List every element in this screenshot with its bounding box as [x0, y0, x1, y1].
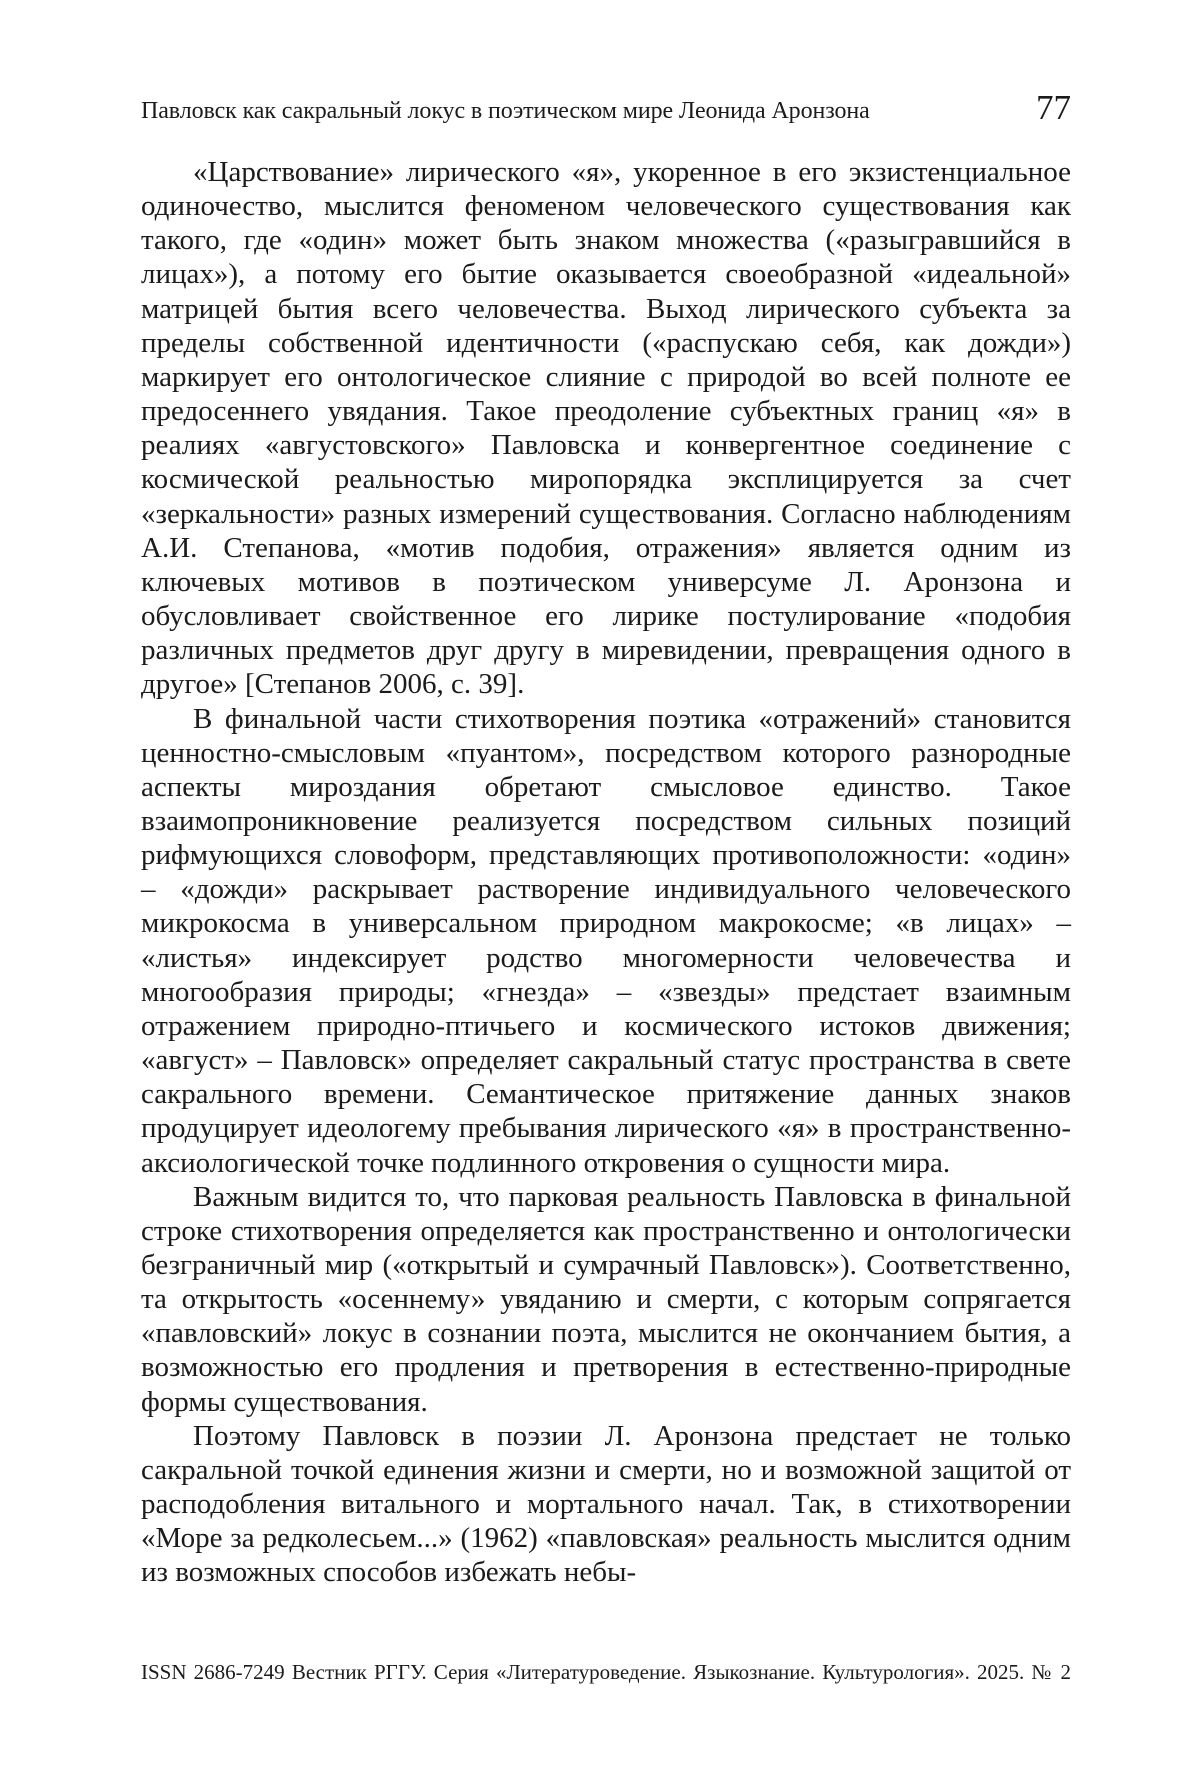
page-number: 77: [1036, 88, 1071, 127]
journal-footer: [141, 1660, 1071, 1685]
footer-journal: Вестник РГГУ. Серия «Литературоведение. Языкознание. Культурология». 2025. № 2: [291, 1660, 1072, 1684]
footer-issn: ISSN 2686-7249: [141, 1660, 285, 1684]
paragraph-4: Поэтому Павловск в поэзии Л. Аронзона предстает не только сакральной точкой единения жизни и смерти, но и возможной защитой от расподобления витального и мортального начал. Так, в стихотворении «Море за редколесьем...» (1962) «павловская» реальность мыслится одним из возможных способов избежать небы-: [141, 1419, 1071, 1589]
paragraph-3: Важным видится то, что парковая реальность Павловска в финальной строке стихотворения определяется как пространственно и онтологически безграничный мир («открытый и сумрачный Павловск»). Соответственно, та открытость «осеннему» увяданию и смерти, с которым сопрягается «павловский» локус в сознании поэта, мыслится не окончанием бытия, а возможностью его продления и претворения в естественно-природные формы существования.: [141, 1180, 1071, 1418]
running-title: Павловск как сакральный локус в поэтическом мире Леонида Аронзона: [141, 98, 870, 124]
paragraph-2: В финальной части стихотворения поэтика «отражений» становится ценностно-смысловым «пуантом», посредством которого разнородные аспекты мироздания обретают смысловое единство. Такое взаимопроникновение реализуется посредством сильных позиций рифмующихся словоформ, представляющих противоположности: «один» – «дожди» раскрывает растворение индивидуального человеческого микрокосма в универсальном природном макрокосме; «в лицах» – «листья» индексирует родство многомерности человечества и многообразия природы; «гнезда» – «звезды» предстает взаимным отражением природно-птичьего и космического истоков движения; «август» – Павловск» определяет сакральный статус пространства в свете сакрального времени. Семантическое притяжение данных знаков продуцирует идеологему пребывания лирического «я» в пространственно-аксиологической точке подлинного откровения о сущности мира.: [141, 702, 1071, 1179]
paragraph-1: «Царствование» лирического «я», укоренное в его экзистенциальное одиночество, мыслится феноменом человеческого существования как такого, где «один» может быть знаком множества («разыгравшийся в лицах»), а потому его бытие оказывается своеобразной «идеальной» матрицей бытия всего человечества. Выход лирического субъекта за пределы собственной идентичности («распускаю себя, как дожди») маркирует его онтологическое слияние с природой во всей полноте ее предосеннего увядания. Такое преодоление субъектных границ «я» в реалиях «августовского» Павловска и конвергентное соединение с космической реальностью миропорядка эксплицируется за счет «зеркальности» разных измерений существования. Согласно наблюдениям А.И. Степанова, «мотив подобия, отражения» является одним из ключевых мотивов в поэтическом универсуме Л. Аронзона и обусловливает свойственное его лирике постулирование «подобия различных предметов друг другу в миревидении, превращения одного в другое» [Степанов 2006, с. 39].: [141, 156, 1071, 701]
article-body: [141, 155, 1071, 1590]
running-header: [141, 84, 1071, 144]
